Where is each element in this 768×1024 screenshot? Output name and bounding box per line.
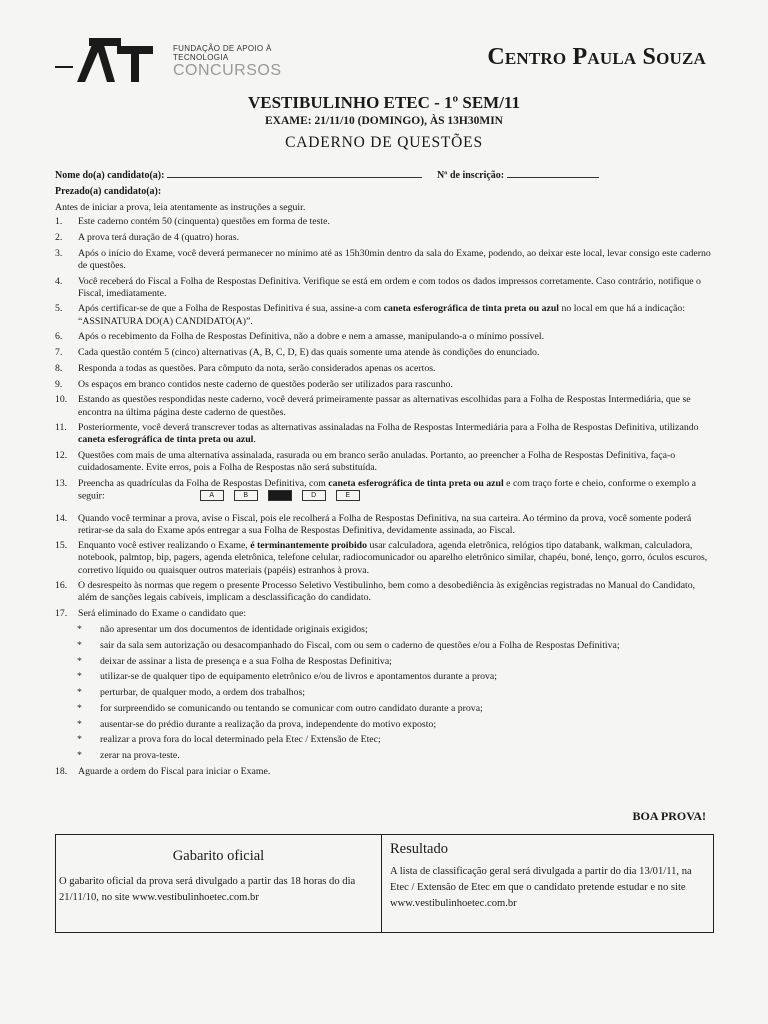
instruction-item [55,363,715,375]
item-bold-text: caneta esferográfica de tinta preta ou azul [383,303,559,315]
instruction-item [55,331,715,343]
item-number: 10. [55,394,68,406]
item-text: O desrespeito às normas que regem o presente Processo Seletivo Vestibulinho, bem como a desobediência às exigências registradas no Manual do Candidato, além de sanções legais cabíveis, implicam a desclassificação do candidato. [78,580,696,604]
elimination-item [55,640,715,652]
item-text: Após certificar-se de que a Folha de Respostas Definitiva é sua, assine-a com [78,303,384,315]
item-text: A prova terá duração de 4 (quatro) horas. [78,231,240,243]
item-number: 16. [55,580,68,592]
instruction-item [55,580,715,604]
gabarito-text: O gabarito oficial da prova será divulgado a partir das 18 horas do dia 21/11/10, no site www.vestibulinhoetec.com.br [59,876,356,903]
item-bold-text: caneta esferográfica de tinta preta ou azul [328,478,504,490]
instruction-item [55,379,715,391]
inscricao-field[interactable] [507,169,599,178]
item-text: Posteriormente, você deverá transcrever todas as alternativas assinaladas na Folha de Respostas Intermediária para a Folha de Respostas Definitiva, utilizando [78,422,699,434]
inscricao-label: Nº de inscrição: [436,170,505,181]
fat-logo-mark-icon [55,36,155,84]
logo-subtitle: CONCURSOS [173,62,282,79]
item-bold-text: caneta esferográfica de tinta preta ou azul [78,434,254,446]
answer-box-d: D [302,490,326,501]
elimination-item [55,719,715,731]
resultado-panel [382,835,712,932]
exam-title: VESTIBULINHO ETEC - 1º SEM/11 [247,93,520,112]
item-text: perturbar, de qualquer modo, a ordem dos trabalhos; [100,687,306,699]
item-number: 14. [55,512,68,524]
closing-message: BOA PROVA! [632,809,706,823]
bullet-star-icon: * [77,624,82,636]
instructions-list [55,202,715,782]
item-number: 8. [55,362,63,374]
item-number: 3. [55,247,63,259]
resultado-text: A lista de classificação geral será divulgada a partir do dia 13/01/11, na Etec / Extensão de Etec em que o candidato pretende estudar e no site www.vestibulinhoetec.com.br [390,866,692,909]
bullet-star-icon: * [77,639,82,651]
greeting: Prezado(a) candidato(a): [55,186,162,197]
item-number: 9. [55,378,63,390]
candidate-fields [55,169,599,181]
answer-box-a: A [200,490,224,501]
item-number: 11. [55,422,67,434]
item-number: 4. [55,275,63,287]
item-number: 17. [55,608,68,620]
instruction-item [55,478,715,502]
item-text: Aguarde a ordem do Fiscal para iniciar o Exame. [78,766,271,778]
gabarito-title: Gabarito oficial [172,848,265,864]
answer-box-b: B [234,490,258,501]
item-text: Preencha as quadrículas da Folha de Respostas Definitiva, com [78,478,329,490]
item-text: Após o início do Exame, você deverá permanecer no mínimo até as 15h30min dentro da sala do Exame, podendo, ao deixar este local, levar consigo este caderno de questões. [78,247,711,271]
instruction-item [55,766,715,778]
item-text: Enquanto você estiver realizando o Exame, [78,540,251,552]
item-text: Será eliminado do Exame o candidato que: [78,608,247,620]
item-number: 13. [55,478,68,490]
item-number: 7. [55,347,63,359]
elimination-item [55,687,715,699]
elimination-item [55,734,715,746]
intro-text: Antes de iniciar a prova, leia atentamente as instruções a seguir. [55,202,306,213]
item-text: usar calculadora, agenda eletrônica, relógios tipo databank, walkman, calculadora, notebook, palmtop, bip, pagers, agenda eletrônica, telefone celular, radiocomunicador ou aparelho eletrônico similar, chapéu, boné, lenço, gorro, óculos escuros, corretivo líquido ou quaisquer outros materiais (papéis) estranhos à prova. [78,540,708,576]
item-number: 5. [55,303,63,315]
instruction-item [55,422,715,446]
instruction-item [55,216,715,228]
instruction-item [55,248,715,272]
item-text: Os espaços em branco contidos neste caderno de questões poderão ser utilizados para rascunho. [78,378,453,390]
name-field[interactable] [167,169,422,178]
name-label: Nome do(a) candidato(a): [55,170,165,181]
item-number: 1. [55,216,63,228]
item-text: utilizar-se de qualquer tipo de equipamento eletrônico e/ou de livros e apontamentos durante a prova; [100,671,497,683]
elimination-item [55,671,715,683]
exam-date: EXAME: 21/11/10 (DOMINGO), ÀS 13H30MIN [265,115,503,127]
item-text: deixar de assinar a lista de presença e a sua Folha de Respostas Definitiva; [100,655,392,667]
resultado-title: Resultado [390,841,448,857]
elimination-item [55,703,715,715]
bullet-star-icon: * [77,750,82,762]
instruction-item [55,303,715,327]
footer-box [55,834,714,933]
bullet-star-icon: * [77,655,82,667]
item-text: no local em que há a indicação: “ASSINATURA DO(A) CANDIDATO(A)”. [78,303,685,327]
logo-org-name: FUNDAÇÃO DE APOIO À TECNOLOGIA [173,44,272,62]
fat-logo [55,36,282,86]
bullet-star-icon: * [77,702,82,714]
elimination-item [55,624,715,636]
item-text: Questões com mais de uma alternativa assinalada, rasurada ou em branco serão anuladas. Portanto, ao preencher a Folha de Respostas Definitiva, faça-o cuidadosamente. Evite erros, pois a Folha de Respostas não será substituída. [78,450,676,474]
elimination-item [55,750,715,762]
item-number: 18. [55,766,68,778]
page-header [0,0,768,95]
item-text: Estando as questões respondidas neste caderno, você deverá primeiramente passar as alternativas escolhidas para a Folha de Respostas Intermediária, que se encontra na última página deste caderno de questões. [78,394,691,418]
answer-example-boxes [200,490,370,502]
instruction-item [55,394,715,418]
item-text: . [253,434,256,446]
instruction-item [55,513,715,537]
item-text: Quando você terminar a prova, avise o Fiscal, pois ele recolherá a Folha de Respostas Definitiva, na sua carteira. Ao término da prova, você somente poderá retirar-se da sala do Exame após entregar a sua Folha de Respostas Definitiva, devidamente assinada, ao Fiscal. [78,512,692,536]
item-text: for surpreendido se comunicando ou tentando se comunicar com outro candidato durante a prova; [100,702,483,714]
brand-name: Centro Paula Souza [487,44,706,70]
elimination-item [55,656,715,668]
item-text: zerar na prova-teste. [100,750,180,762]
item-number: 12. [55,450,68,462]
item-text: Cada questão contém 5 (cinco) alternativas (A, B, C, D, E) das quais somente uma atende às condições do enunciado. [78,347,540,359]
booklet-title: CADERNO DE QUESTÕES [285,134,483,151]
item-text: realizar a prova fora do local determinado pela Etec / Extensão de Etec; [100,734,381,746]
item-number: 15. [55,540,68,552]
instruction-item [55,347,715,359]
item-number: 2. [55,231,63,243]
item-text: e com traço forte e cheio, conforme o exemplo a seguir: [78,478,697,502]
bullet-star-icon: * [77,734,82,746]
bullet-star-icon: * [77,671,82,683]
answer-box-c-filled: C [268,490,292,501]
instruction-item [55,608,715,620]
item-number: 6. [55,331,63,343]
item-text: não apresentar um dos documentos de identidade originais exigidos; [100,624,368,636]
instruction-item [55,450,715,474]
item-bold-text: é terminantemente proibido [250,540,368,552]
item-text: Responda a todas as questões. Para cômputo da nota, serão considerados apenas os acertos. [78,362,436,374]
instruction-item [55,232,715,244]
item-text: Após o recebimento da Folha de Respostas Definitiva, não a dobre e nem a amasse, manipulando-a o mínimo possível. [78,331,545,343]
item-text: Você receberá do Fiscal a Folha de Respostas Definitiva. Verifique se está em ordem e com todos os dados impressos corretamente. Caso contrário, notifique o Fiscal, imediatamente. [78,275,701,299]
bullet-star-icon: * [77,687,82,699]
instruction-item [55,276,715,300]
bullet-star-icon: * [77,718,82,730]
instruction-item [55,540,715,576]
item-text: Este caderno contém 50 (cinquenta) questões em forma de teste. [78,216,330,228]
item-text: sair da sala sem autorização ou desacompanhado do Fiscal, com ou sem o caderno de questões e/ou a Folha de Respostas Definitiva; [100,639,620,651]
answer-box-e: E [336,490,360,501]
item-text: ausentar-se do prédio durante a realização da prova, independente do motivo exposto; [100,718,437,730]
